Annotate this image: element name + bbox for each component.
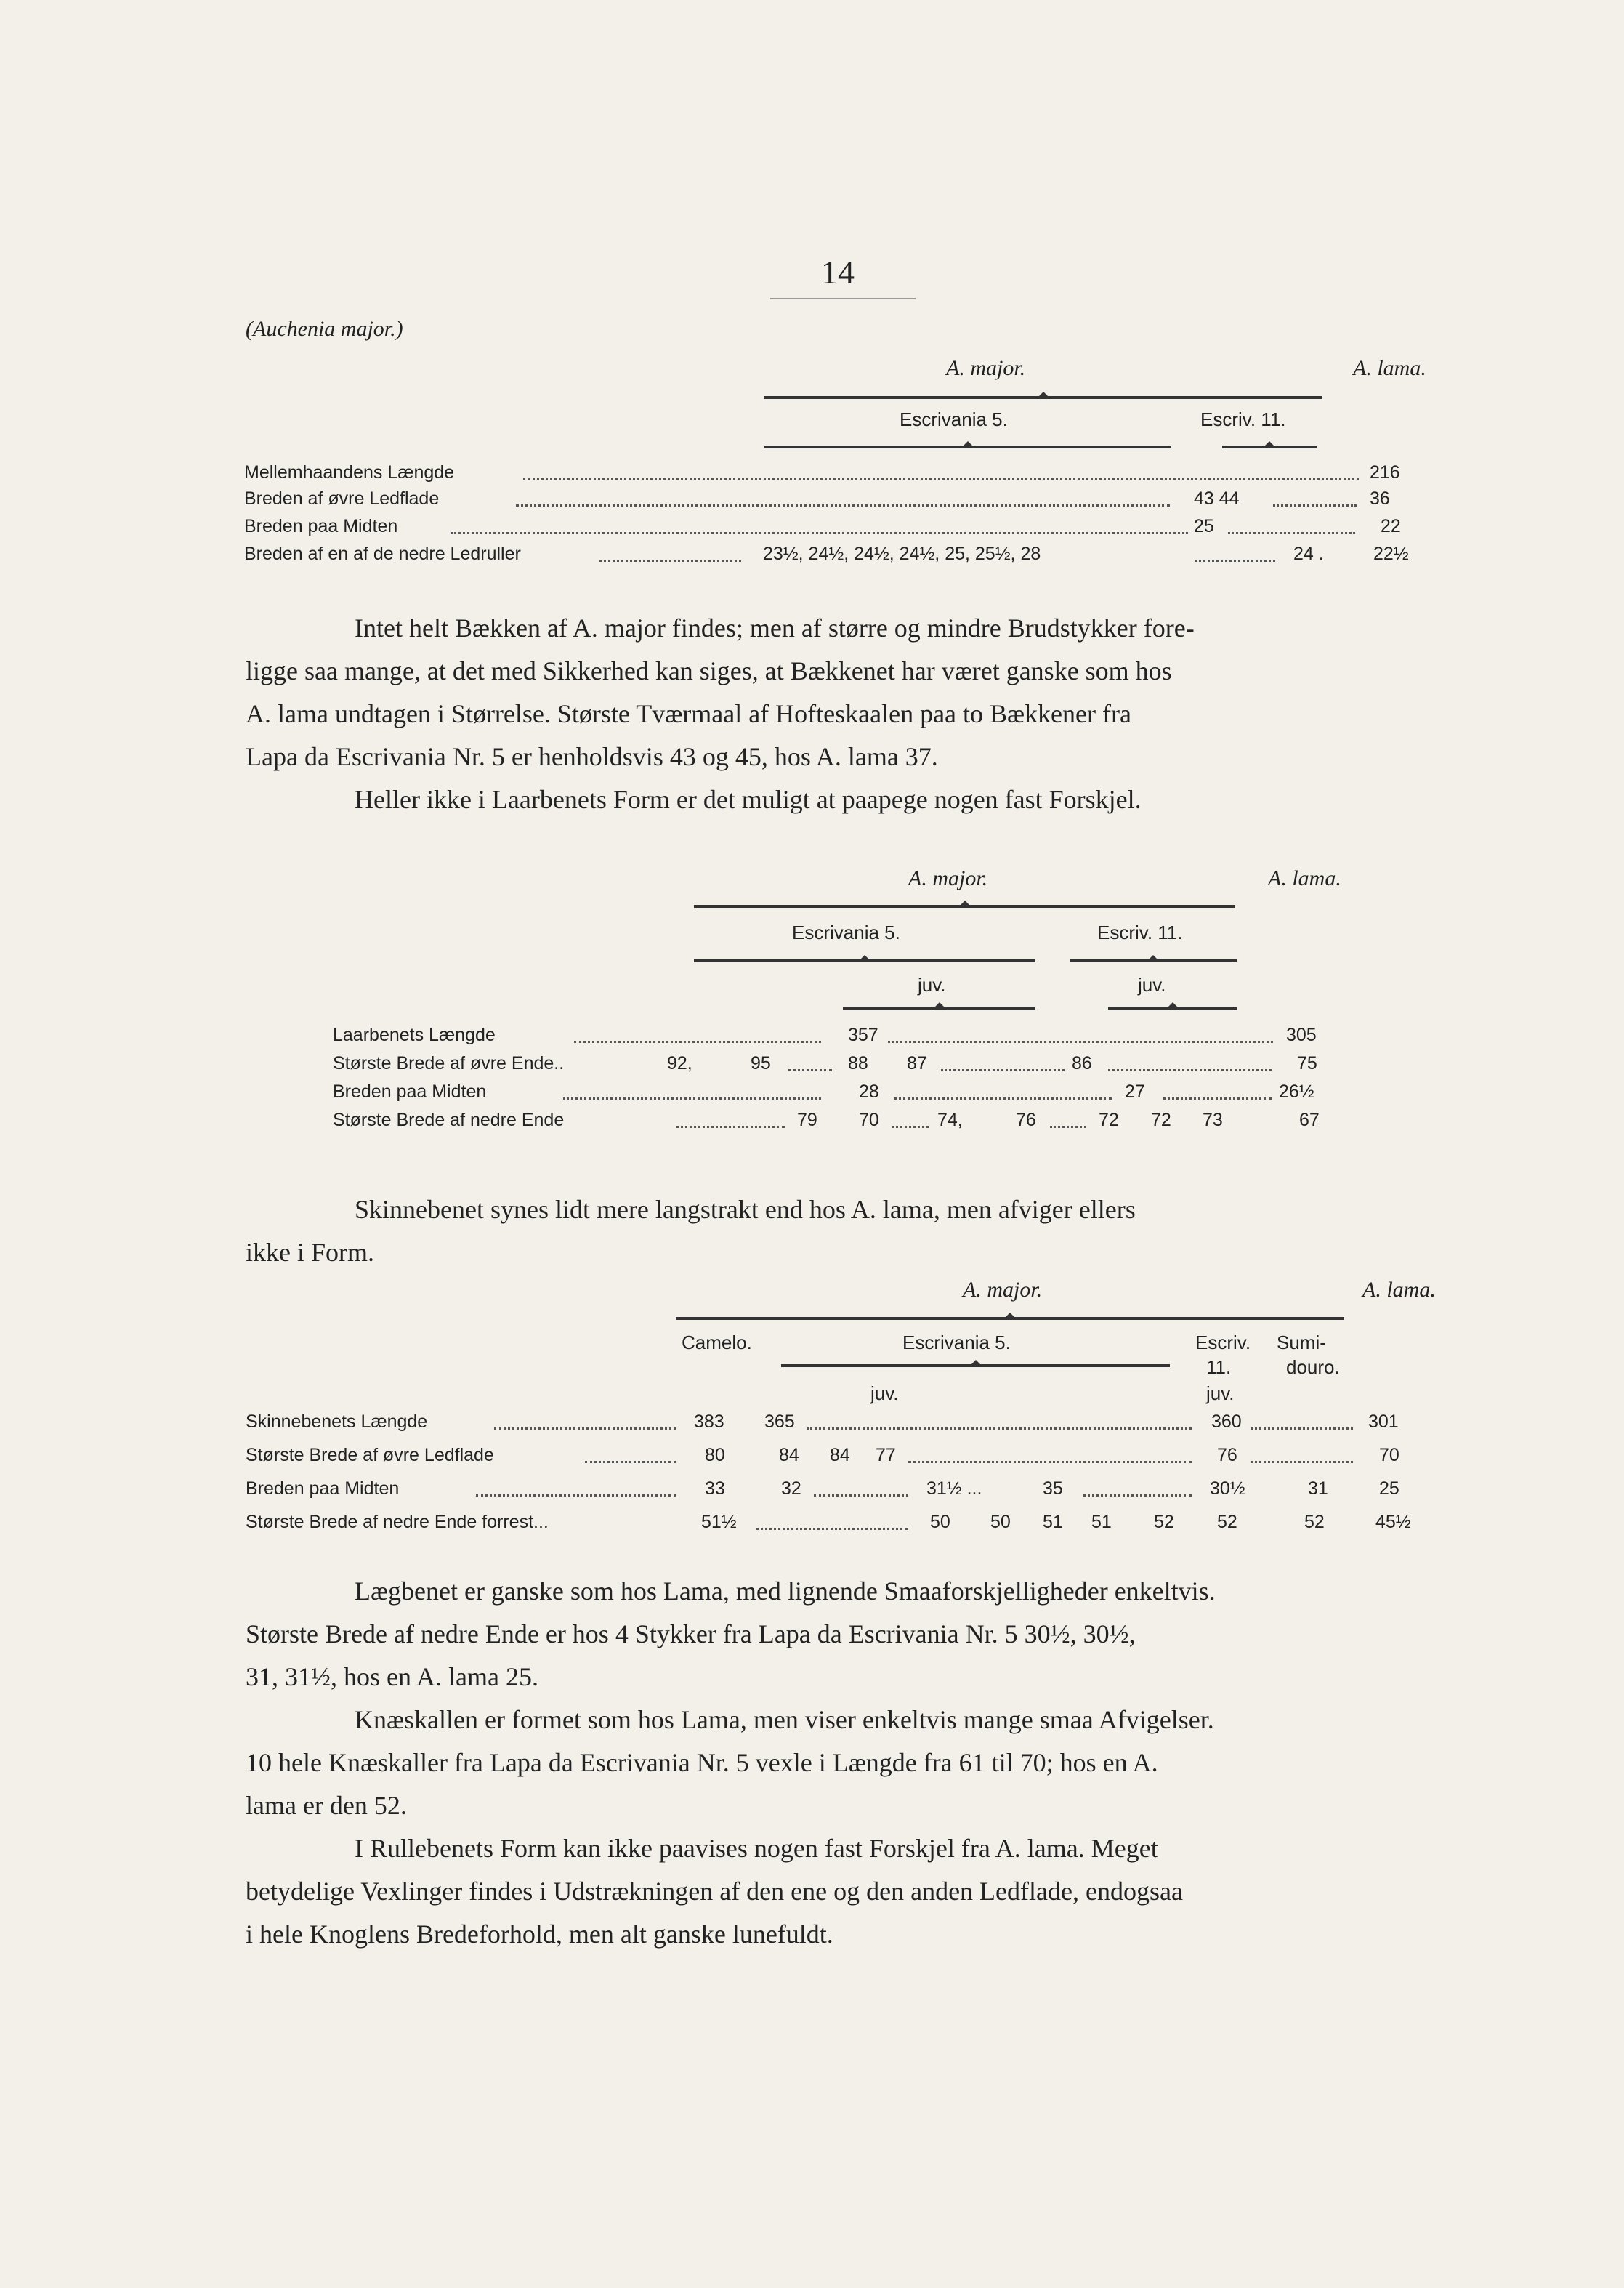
paragraph-tibia	[246, 1188, 1466, 1274]
cell-value: 360	[1211, 1411, 1242, 1432]
row-label: Mellemhaandens Længde	[244, 462, 455, 483]
leader-dots	[574, 1039, 821, 1043]
header-a-lama: A. lama.	[1362, 1278, 1436, 1302]
cell-value: 301	[1368, 1411, 1399, 1432]
row-label: Største Brede af øvre Ledflade	[246, 1445, 494, 1465]
page-number-rule	[770, 298, 916, 299]
cell-value: 70	[859, 1110, 879, 1130]
leader-dots	[451, 531, 1188, 534]
leader-dots	[1108, 1068, 1272, 1071]
text-line: Knæskallen er formet som hos Lama, men viser enkeltvis mange smaa Afvigelser.	[355, 1705, 1214, 1734]
leader-dots	[1251, 1426, 1353, 1430]
leader-dots	[1251, 1459, 1353, 1463]
text-line: I Rullebenets Form kan ikke paavises nogen fast Forskjel fra A. lama. Meget	[355, 1834, 1158, 1863]
header-escriv: Escriv.	[1195, 1332, 1251, 1353]
cell-value: 75	[1297, 1053, 1317, 1073]
brace-escrivania5	[764, 446, 1171, 448]
leader-dots	[756, 1526, 908, 1530]
header-a-major: A. major.	[946, 356, 1026, 380]
leader-dots	[814, 1493, 908, 1497]
cell-value: 305	[1286, 1025, 1317, 1045]
cell-value: 84	[779, 1445, 799, 1465]
leader-dots	[892, 1124, 929, 1128]
cell-value: 22	[1381, 516, 1401, 536]
brace-a-major	[764, 396, 1322, 399]
header-escrivania5: Escrivania 5.	[900, 408, 1008, 430]
text-line: Heller ikke i Laarbenets Form er det muligt at paapege nogen fast Forskjel.	[355, 785, 1142, 814]
brace-escrivania5	[781, 1364, 1170, 1367]
cell-value: 24 .	[1293, 544, 1324, 564]
cell-value: 25	[1194, 516, 1214, 536]
cell-value: 32	[781, 1478, 801, 1499]
cell-value: 52	[1154, 1512, 1174, 1532]
cell-value: 216	[1370, 462, 1400, 483]
header-escriv11: Escriv. 11.	[1200, 408, 1286, 430]
leader-dots	[494, 1426, 676, 1430]
row-label: Breden af en af de nedre Ledruller	[244, 544, 521, 564]
cell-value: 26½	[1279, 1081, 1314, 1102]
cell-value: 22½	[1373, 544, 1409, 564]
cell-value: 365	[764, 1411, 795, 1432]
text-line: A. lama undtagen i Størrelse. Største Tværmaal af Hofteskaalen paa to Bækkener fra	[246, 699, 1131, 728]
row-label: Største Brede af øvre Ende..	[333, 1053, 565, 1073]
cell-value: 77	[876, 1445, 896, 1465]
row-label: Største Brede af nedre Ende forrest...	[246, 1512, 549, 1532]
cell-value: 50	[930, 1512, 950, 1532]
text-line: lama er den 52.	[246, 1791, 407, 1820]
row-label: Breden paa Midten	[333, 1081, 487, 1102]
cell-value: 84	[830, 1445, 850, 1465]
cell-value: 33	[705, 1478, 725, 1499]
cell-value: 50	[990, 1512, 1011, 1532]
brace-escriv11	[1222, 446, 1317, 448]
cell-value: 31½ ...	[926, 1478, 982, 1499]
leader-dots	[523, 477, 1359, 480]
header-a-major: A. major.	[963, 1278, 1043, 1302]
brace-escrivania5	[694, 959, 1035, 962]
cell-value: 51	[1043, 1512, 1063, 1532]
cell-value: 357	[848, 1025, 878, 1045]
row-label: Breden af øvre Ledflade	[244, 488, 440, 509]
leader-dots	[585, 1459, 676, 1463]
cell-value: 92,	[667, 1053, 692, 1073]
header-a-lama: A. lama.	[1268, 866, 1341, 890]
page-number: 14	[821, 254, 855, 291]
cell-value: 74,	[937, 1110, 963, 1130]
leader-dots	[807, 1426, 1192, 1430]
cell-value: 28	[859, 1081, 879, 1102]
cell-value: 25	[1379, 1478, 1399, 1499]
text-line: ligge saa mange, at det med Sikkerhed kan siges, at Bækkenet har været ganske som hos	[246, 656, 1172, 685]
cell-value: 51	[1091, 1512, 1112, 1532]
brace-escriv11	[1070, 959, 1237, 962]
header-juv: juv.	[870, 1382, 899, 1404]
cell-value: 35	[1043, 1478, 1063, 1499]
leader-dots	[1228, 531, 1355, 534]
header-juv: juv.	[1206, 1382, 1235, 1404]
cell-value: 73	[1203, 1110, 1223, 1130]
leader-dots	[599, 558, 741, 562]
cell-value: 52	[1217, 1512, 1237, 1532]
text-line: 31, 31½, hos en A. lama 25.	[246, 1662, 538, 1691]
text-line: Største Brede af nedre Ende er hos 4 Stykker fra Lapa da Escrivania Nr. 5 30½, 30½,	[246, 1619, 1136, 1648]
cell-value: 86	[1072, 1053, 1092, 1073]
species-tag: (Auchenia major.)	[246, 317, 403, 341]
leader-dots	[476, 1493, 676, 1497]
leader-dots	[894, 1096, 1112, 1100]
cell-value: 95	[751, 1053, 771, 1073]
cell-value: 72	[1151, 1110, 1171, 1130]
leader-dots	[908, 1459, 1192, 1463]
cell-value: 72	[1099, 1110, 1119, 1130]
cell-value: 31	[1308, 1478, 1328, 1499]
row-label: Skinnebenets Længde	[246, 1411, 428, 1432]
row-label: Breden paa Midten	[246, 1478, 400, 1499]
row-label: Laarbenets Længde	[333, 1025, 496, 1045]
text-line: i hele Knoglens Bredeforhold, men alt ganske lunefuldt.	[246, 1920, 833, 1949]
cell-value: 80	[705, 1445, 725, 1465]
cell-value: 52	[1304, 1512, 1325, 1532]
header-escrivania5: Escrivania 5.	[902, 1332, 1011, 1353]
cell-value: 383	[694, 1411, 724, 1432]
leader-dots	[1050, 1124, 1086, 1128]
text-line: Lapa da Escrivania Nr. 5 er henholdsvis 43 og 45, hos A. lama 37.	[246, 742, 938, 771]
header-escriv11: Escriv. 11.	[1097, 922, 1183, 943]
row-label: Breden paa Midten	[244, 516, 398, 536]
cell-value: 23½, 24½, 24½, 24½, 25, 25½, 28	[763, 544, 1041, 564]
leader-dots	[1163, 1096, 1272, 1100]
cell-value: 51½	[701, 1512, 737, 1532]
cell-value: 70	[1379, 1445, 1399, 1465]
header-escriv-number: 11.	[1206, 1356, 1232, 1378]
leader-dots	[1195, 558, 1275, 562]
brace-a-major	[694, 905, 1235, 908]
header-a-major: A. major.	[908, 866, 988, 890]
header-camelo: Camelo.	[682, 1332, 752, 1353]
text-line: betydelige Vexlinger findes i Udstrækningen af den ene og den anden Ledflade, endogsaa	[246, 1877, 1183, 1906]
brace-a-major	[676, 1317, 1344, 1320]
cell-value: 43 44	[1194, 488, 1240, 509]
header-a-lama: A. lama.	[1353, 356, 1426, 380]
brace-juv	[843, 1007, 1035, 1010]
leader-dots	[676, 1124, 785, 1128]
leader-dots	[941, 1068, 1065, 1071]
cell-value: 88	[848, 1053, 868, 1073]
text-line: ikke i Form.	[246, 1238, 374, 1267]
cell-value: 87	[907, 1053, 927, 1073]
paragraph-pelvis	[246, 607, 1466, 821]
header-juv: juv.	[1138, 974, 1166, 996]
text-line: Intet helt Bækken af A. major findes; men af større og mindre Brudstykker fore-	[355, 613, 1195, 643]
cell-value: 79	[797, 1110, 817, 1130]
cell-value: 67	[1299, 1110, 1320, 1130]
header-juv: juv.	[918, 974, 946, 996]
cell-value: 76	[1016, 1110, 1036, 1130]
cell-value: 27	[1125, 1081, 1145, 1102]
cell-value: 30½	[1210, 1478, 1245, 1499]
paragraph-fibula-patella-talus	[246, 1570, 1466, 1956]
text-line: Lægbenet er ganske som hos Lama, med lignende Smaaforskjelligheder enkeltvis.	[355, 1576, 1216, 1606]
brace-juv	[1108, 1007, 1237, 1010]
header-sumidouro: Sumi-	[1277, 1332, 1326, 1353]
leader-dots	[563, 1096, 821, 1100]
leader-dots	[1273, 503, 1357, 507]
cell-value: 36	[1370, 488, 1390, 509]
leader-dots	[1083, 1493, 1192, 1497]
header-sumidouro-cont: douro.	[1286, 1356, 1340, 1378]
leader-dots	[788, 1068, 832, 1071]
text-line: Skinnebenet synes lidt mere langstrakt end hos A. lama, men afviger ellers	[355, 1195, 1136, 1224]
leader-dots	[516, 503, 1170, 507]
leader-dots	[888, 1039, 1273, 1043]
row-label: Største Brede af nedre Ende	[333, 1110, 565, 1130]
text-line: 10 hele Knæskaller fra Lapa da Escrivania Nr. 5 vexle i Længde fra 61 til 70; hos en A.	[246, 1748, 1158, 1777]
cell-value: 76	[1217, 1445, 1237, 1465]
header-escrivania5: Escrivania 5.	[792, 922, 900, 943]
cell-value: 45½	[1375, 1512, 1411, 1532]
